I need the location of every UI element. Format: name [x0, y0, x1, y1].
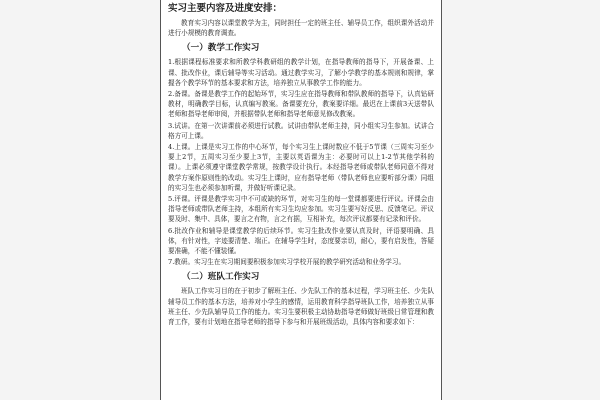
list-item	[168, 57, 434, 88]
list-item	[168, 142, 434, 193]
item-text: 上课。上课是实习工作的中心环节，每个实习生上课时数应不低于5节课（三周实习至少要上2节，五周实习至少要上3节，主要以英语课为主：必要时可以上1-2节其他学科的课）。上课必须遵守课堂教学常规，按教学设计执行。本经指导老师或带队老师同意不得对教学方案作原则性的改动。实习生上课时，应有指导老师（带队老师也应要听部分课）同组的实习生也必须参加听课，并做好听课记录。	[168, 143, 434, 192]
item-text: 根据课程标准要求和所教学科教研组的教学计划，在指导教师的指导下，开展备课、上课、批改作业，课后辅导等实习活动。通过教学实习，了解小学教学的基本规则和规律，掌握各个教学环节的基本要求和方法，培养独立从事教学工作的能力。	[168, 58, 434, 87]
list-item	[168, 89, 434, 120]
item-text: 教研。实习生在实习期间要积极参加实习学校开展的教学研究活动和业务学习。	[174, 258, 406, 267]
item-number: 2.	[168, 90, 175, 99]
class-work-paragraph: 班队工作实习目的在于初步了解班主任、少先队工作的基本过程，学习班主任、少先队辅导员工作的基本方法，培养对小学生的感情，运用教育科学指导班队工作，培养独立从事班主任、少先队辅导员工作的能力。实习生要积极主动协助指导老师做好班级日常管理和教育工作，要有计划地在指导老师的指导下参与和开展班级活动，具体内容和要求如下：	[168, 287, 434, 327]
section-class-title: （二）班队工作实习	[182, 272, 260, 283]
list-item	[168, 257, 434, 267]
item-text: 评课。评课是教学实习中不可或缺的环节，对实习生的每一堂课都要进行评议。评课会由指导老师或带队老师主持，本组所有实习生均应参加。实习生要写好反思、反馈笔记。评议要及时、集中、具体，要言之有物，言之有据，互相补充，每次评议都要有记录和评价。	[168, 195, 434, 224]
section-teaching-title: （一）教学工作实习	[182, 43, 260, 54]
list-item	[168, 121, 434, 141]
item-text: 备课。备课是教学工作的起始环节，实习生应在指导教师和带队教师的指导下，认真钻研教材，明确教学目标，认真编写教案。备课要充分，教案要详细。最迟在上课前3天送带队老师和指导老师审阅，并根据带队老师和指导老师意见修改教案。	[168, 90, 434, 119]
item-number: 4.	[168, 143, 175, 152]
item-text: 批改作业和辅导是课堂教学的后续环节。实习生批改作业要认真及时，评语要明确、具体，有针对性，字迹要清楚、端正。在辅导学生时，态度要亲切，耐心，要有启发性，答疑要准确，不能不懂装懂。	[168, 226, 434, 256]
item-number: 7.	[168, 258, 175, 267]
list-item	[168, 226, 434, 257]
item-number: 1.	[168, 58, 175, 67]
page-heading: 实习主要内容及进度安排：	[168, 3, 283, 14]
item-text: 试讲。在第一次讲课前必须进行试教。试讲由带队老师主持，同小组实习生参加。试讲合格方可上课。	[168, 121, 434, 140]
item-number: 6.	[168, 226, 175, 235]
list-item	[168, 194, 434, 225]
teaching-items-list	[168, 57, 434, 267]
item-number: 3.	[168, 121, 175, 130]
document-page	[160, 0, 442, 400]
intro-paragraph: 教育实习内容以课堂教学为主，同时担任一定的班主任、辅导员工作，组织课外活动并进行小规模的教育调查。	[168, 19, 434, 38]
item-number: 5.	[168, 195, 175, 204]
